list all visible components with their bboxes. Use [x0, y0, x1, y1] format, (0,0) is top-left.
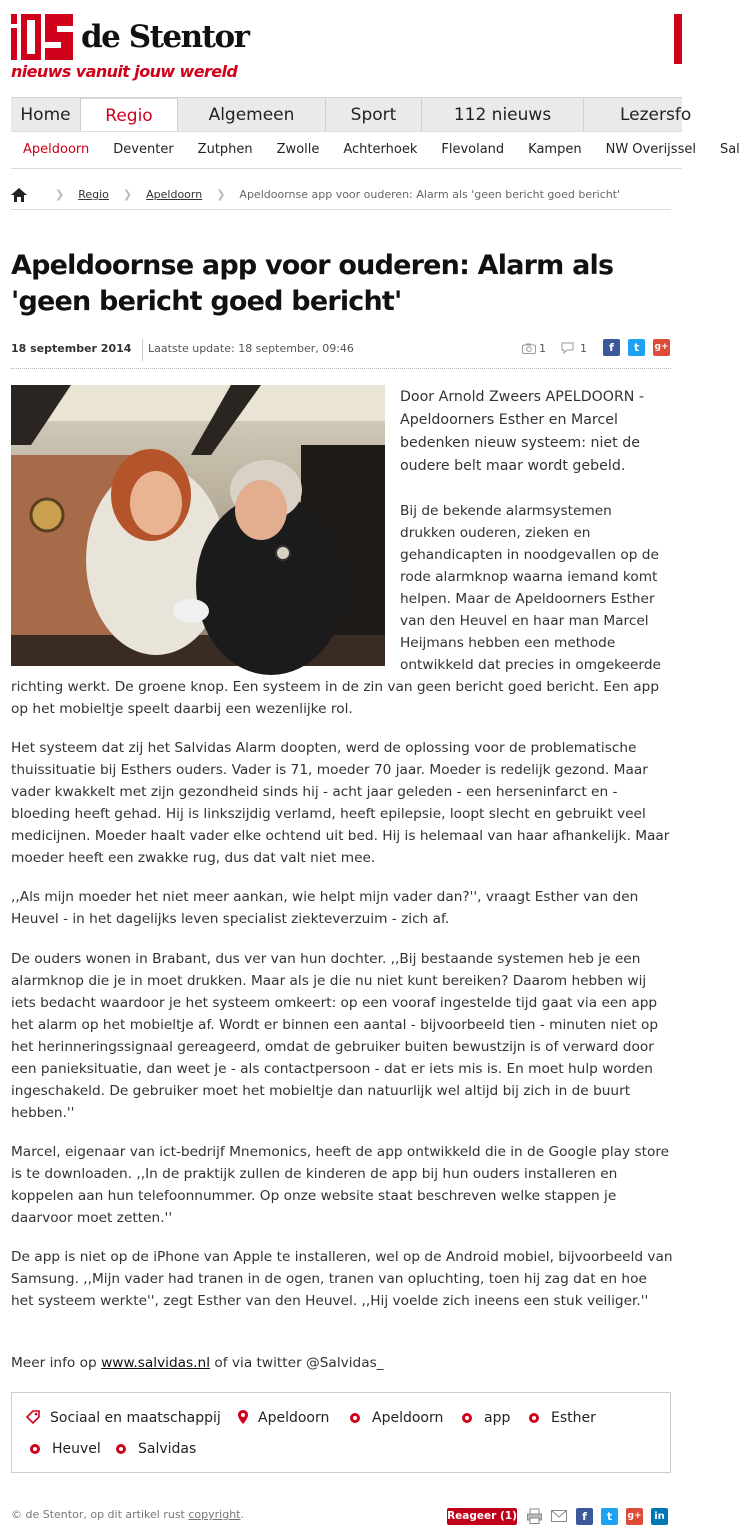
- tab-lezersfoto[interactable]: Lezersfo: [620, 105, 692, 125]
- article-paragraph: ,,Als mijn moeder het niet meer aankan, wie helpt mijn vader dan?'', vraagt Esther van den Heuvel - in het dagelijks leven specialist ziekteverzuim - zich af.: [11, 889, 639, 927]
- chevron-right-icon: ❯: [216, 188, 226, 201]
- photo-count: 1: [539, 342, 546, 355]
- publish-date: 18 september 2014: [11, 342, 132, 355]
- tab-regio[interactable]: Regio: [81, 98, 178, 132]
- tag-apeldoorn-location[interactable]: [238, 1410, 329, 1426]
- chevron-right-icon: ❯: [55, 188, 65, 201]
- dot-icon: [30, 1444, 40, 1454]
- home-icon[interactable]: [11, 188, 27, 202]
- twitter-share-icon[interactable]: t: [628, 339, 645, 356]
- tag-salvidas[interactable]: [116, 1441, 196, 1457]
- article-photo[interactable]: [11, 385, 385, 666]
- dot-icon: [350, 1413, 360, 1423]
- meta-divider: [142, 339, 143, 361]
- tag-esther[interactable]: [529, 1410, 596, 1426]
- tag-app[interactable]: [462, 1410, 510, 1426]
- site-logo[interactable]: [11, 14, 251, 84]
- subnav-kampen[interactable]: Kampen: [528, 142, 582, 157]
- subnav-flevoland[interactable]: Flevoland: [441, 142, 505, 157]
- sub-nav: [11, 131, 740, 169]
- copyright-notice: [11, 1508, 244, 1521]
- subnav-deventer[interactable]: Deventer: [113, 142, 174, 157]
- subnav-apeldoorn[interactable]: Apeldoorn: [23, 142, 90, 157]
- photo-illustration: [11, 385, 385, 666]
- tag-icon: [26, 1410, 40, 1424]
- article-paragraph: Marcel, eigenaar van ict-bedrijf Mnemonics, heeft de app ontwikkeld die in de Google play store is te downloaden. ,,In de praktijk zullen de kinderen de app bij hun ouders installeren en koppelen aan hun telefoonnummer. Op onze website staat beschreven welke stappen je daarvoor moet zetten.'': [11, 1144, 670, 1226]
- google-plus-share-icon[interactable]: g+: [626, 1508, 643, 1525]
- salvidas-link[interactable]: www.salvidas.nl: [101, 1355, 211, 1371]
- print-icon[interactable]: [527, 1508, 542, 1524]
- tab-algemeen[interactable]: Algemeen: [178, 98, 326, 132]
- subnav-zwolle[interactable]: Zwolle: [276, 142, 320, 157]
- location-pin-icon: [238, 1410, 248, 1424]
- tag-heuvel[interactable]: [30, 1441, 101, 1457]
- article-paragraph: Het systeem dat zij het Salvidas Alarm doopten, werd de oplossing voor de problematische thuissituatie bij Esthers ouders. Vader is 71, moeder 70 jaar. Moeder is redelijk gezond. Maar vader kwakkelt met zijn gezondheid sinds hij - acht jaar geleden - een herseninfarct en -bloeding heeft gehad. Hij is linkszijdig verlamd, heeft epilepsie, loopt slecht en gebruikt veel medicijnen. Moeder haalt vader elke ochtend uit bed. Hij is helemaal van haar afhankelijk. Maar moeder heeft een zwakke rug, dus dat valt niet mee.: [11, 740, 670, 866]
- tag-label: Apeldoorn: [372, 1410, 444, 1426]
- article-title: Apeldoornse app voor ouderen: Alarm als 'geen bericht goed bericht': [11, 250, 614, 317]
- comment-icon[interactable]: [561, 342, 574, 354]
- tag-label: Salvidas: [138, 1441, 197, 1457]
- article-paragraph: De app is niet op de iPhone van Apple te installeren, wel op de Android mobiel, bijvoorbeeld van Samsung. ,,Mijn vader had tranen in de ogen, tranen van opluchting, toen hij zag dat en hoe het systeem werkte'', zegt Esther van den Heuvel. ,,Hij voelde zich ineens een stuk veiliger.'': [11, 1249, 673, 1309]
- facebook-share-icon[interactable]: f: [576, 1508, 593, 1525]
- dot-icon: [116, 1444, 126, 1454]
- article-lead: Door Arnold Zweers APELDOORN - Apeldoorners Esther en Marcel bedenken nieuw systeem: niet de oudere belt maar wordt gebeld.: [400, 389, 645, 474]
- copyright-suffix: .: [240, 1508, 244, 1521]
- article-paragraph: richting werkt. De groene knop. Een systeem in de zin van geen bericht goed bericht. Een app op het mobieltje speelt daarbij een wezenlijke rol.: [11, 679, 660, 717]
- breadcrumb-current: Apeldoornse app voor ouderen: Alarm als 'geen bericht goed bericht': [239, 188, 621, 201]
- breadcrumb-regio[interactable]: Regio: [78, 188, 109, 201]
- google-plus-share-icon[interactable]: g+: [653, 339, 670, 356]
- dot-icon: [529, 1413, 539, 1423]
- logo-name: de Stentor: [81, 19, 249, 55]
- camera-icon[interactable]: [522, 343, 536, 354]
- subnav-achterhoek[interactable]: Achterhoek: [343, 142, 418, 157]
- article-paragraph-more-info: [11, 1352, 673, 1374]
- dot-icon: [462, 1413, 472, 1423]
- tag-box: [11, 1392, 671, 1473]
- tag-apeldoorn[interactable]: [350, 1410, 443, 1426]
- tag-label: Heuvel: [52, 1441, 101, 1457]
- subnav-zutphen[interactable]: Zutphen: [197, 142, 253, 157]
- subnav-nw-overijssel[interactable]: NW Overijssel: [605, 142, 696, 157]
- tag-label: app: [484, 1410, 511, 1426]
- breadcrumb: [11, 180, 671, 210]
- tag-label: Esther: [551, 1410, 596, 1426]
- mail-icon[interactable]: [551, 1509, 567, 1523]
- tab-home[interactable]: Home: [11, 98, 81, 132]
- article-paragraph: De ouders wonen in Brabant, dus ver van hun dochter. ,,Bij bestaande systemen heb je een alarmknop die je in moet drukken. Maar als je die nu niet kunt bereiken? Daarom hebben wij iets bedacht waardoor je het systeem omkeert: op een vooraf ingestelde tijd gaat via een app het alarm op het mobieltje af. Wordt er binnen een aantal - bijvoorbeeld tien - minuten niet op het herinneringssignaal gereageerd, omdat de gebruiker buiten bewustzijn is of verward door een panieksituatie, dan weet je - als contactpersoon - dat er iets mis is. En moet hulp worden ingeschakeld. De gebruiker moet het mobieltje dan natuurlijk wel altijd bij zich in de buurt hebben.'': [11, 951, 659, 1121]
- tag-sociaal[interactable]: [26, 1410, 221, 1426]
- tab-sport[interactable]: Sport: [326, 98, 422, 132]
- header-red-block: [674, 14, 682, 64]
- logo-mark-icon: [11, 14, 73, 60]
- tag-label: Sociaal en maatschappij: [50, 1410, 221, 1426]
- copyright-prefix: © de Stentor, op dit artikel rust: [11, 1508, 185, 1521]
- more-info-suffix: of via twitter @Salvidas_: [214, 1355, 384, 1371]
- facebook-share-icon[interactable]: f: [603, 339, 620, 356]
- last-update: Laatste update: 18 september, 09:46: [148, 342, 354, 355]
- reageer-button[interactable]: Reageer (1): [447, 1508, 517, 1525]
- twitter-share-icon[interactable]: t: [601, 1508, 618, 1525]
- chevron-right-icon: ❯: [122, 188, 133, 201]
- article-meta: [11, 337, 671, 369]
- main-nav: [11, 97, 692, 131]
- tab-112-nieuws[interactable]: 112 nieuws: [422, 98, 584, 132]
- comment-count: 1: [580, 342, 587, 355]
- breadcrumb-apeldoorn[interactable]: Apeldoorn: [146, 188, 203, 201]
- copyright-link[interactable]: copyright: [188, 1508, 241, 1521]
- linkedin-share-icon[interactable]: in: [651, 1508, 668, 1525]
- subnav-salland[interactable]: Sal: [719, 142, 740, 157]
- logo-tagline: nieuws vanuit jouw wereld: [11, 62, 238, 81]
- article-paragraph: Bij de bekende alarmsystemen drukken ouderen, zieken en gehandicapten in noodgevallen op de rode alarmknop waarna iemand komt helpen. Maar de Apeldoorners Esther van den Heuvel en haar man Marcel Heijmans hebben een methode ontwikkeld dat precies in omgekeerde: [400, 503, 661, 673]
- tag-label: Apeldoorn: [258, 1410, 330, 1426]
- more-info-prefix: Meer info op: [11, 1355, 97, 1371]
